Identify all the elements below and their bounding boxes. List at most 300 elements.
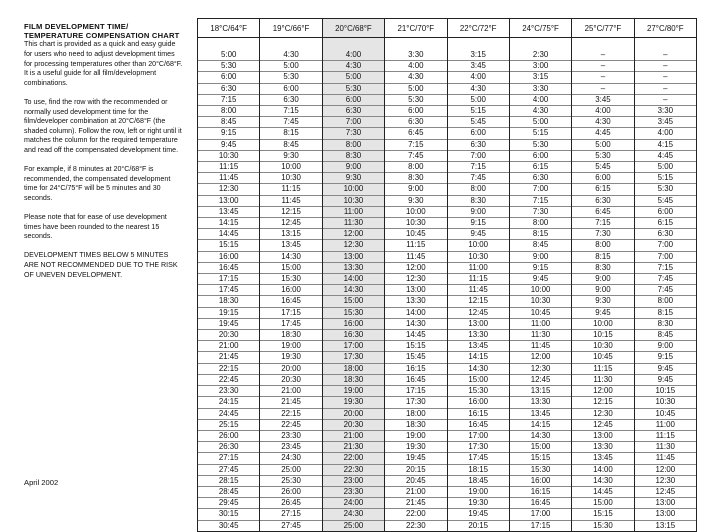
time-cell: 16:15 xyxy=(509,486,571,497)
table-row xyxy=(198,240,697,251)
table-row xyxy=(198,307,697,318)
time-cell: 12:30 xyxy=(572,408,634,419)
time-cell: 20:00 xyxy=(260,363,322,374)
time-cell: 13:00 xyxy=(634,498,696,509)
table-row xyxy=(198,83,697,94)
time-cell: 12:15 xyxy=(447,296,509,307)
time-cell: 13:45 xyxy=(198,206,260,217)
time-cell: 21:00 xyxy=(322,430,384,441)
time-cell: 9:00 xyxy=(447,206,509,217)
example-paragraph: For example, if 8 minutes at 20°C/68°F is recommended, the compensated development time for 24°C/75°F will be 5 minutes and 30 seconds. xyxy=(24,165,171,202)
time-cell: 13:00 xyxy=(634,509,696,520)
time-cell: 26:30 xyxy=(198,442,260,453)
time-cell: 18:00 xyxy=(385,408,447,419)
time-cell: 8:00 xyxy=(322,139,384,150)
time-cell: 5:00 xyxy=(509,117,571,128)
time-cell: 8:45 xyxy=(634,330,696,341)
time-cell: 6:15 xyxy=(509,162,571,173)
time-cell: 17:30 xyxy=(447,442,509,453)
time-cell: – xyxy=(634,72,696,83)
time-cell: 12:30 xyxy=(634,475,696,486)
time-cell: 8:45 xyxy=(198,117,260,128)
table-row xyxy=(198,150,697,161)
time-cell: 12:00 xyxy=(509,352,571,363)
table-row xyxy=(198,374,697,385)
time-cell: 14:30 xyxy=(260,251,322,262)
time-cell: 15:15 xyxy=(198,240,260,251)
time-cell: 4:00 xyxy=(572,106,634,117)
time-cell: 6:00 xyxy=(509,150,571,161)
time-cell: 4:00 xyxy=(509,94,571,105)
time-cell: 8:45 xyxy=(260,139,322,150)
time-cell: 10:45 xyxy=(634,408,696,419)
time-cell: 20:30 xyxy=(260,374,322,385)
time-cell: 30:15 xyxy=(198,509,260,520)
time-cell: 13:00 xyxy=(572,430,634,441)
time-cell: 13:00 xyxy=(322,251,384,262)
time-cell: 5:45 xyxy=(447,117,509,128)
time-cell: 14:00 xyxy=(572,464,634,475)
time-cell: 7:30 xyxy=(572,229,634,240)
time-cell: 8:15 xyxy=(572,251,634,262)
time-cell: 11:00 xyxy=(322,206,384,217)
time-cell: 10:00 xyxy=(322,184,384,195)
table-row xyxy=(198,195,697,206)
time-cell: 5:30 xyxy=(260,72,322,83)
time-cell: 10:30 xyxy=(634,397,696,408)
time-cell: 16:00 xyxy=(198,251,260,262)
time-cell: 9:00 xyxy=(572,274,634,285)
time-cell: 6:00 xyxy=(322,94,384,105)
time-cell: 4:30 xyxy=(322,61,384,72)
time-cell: 10:00 xyxy=(447,240,509,251)
time-cell: 22:00 xyxy=(322,453,384,464)
header-cell: 22°C/72°F xyxy=(447,19,509,38)
time-cell: 3:30 xyxy=(385,38,447,61)
time-cell: 6:30 xyxy=(634,229,696,240)
time-cell: 11:00 xyxy=(634,419,696,430)
time-cell: 14:00 xyxy=(322,274,384,285)
time-cell: 18:30 xyxy=(322,374,384,385)
time-cell: 17:30 xyxy=(322,352,384,363)
time-cell: 13:15 xyxy=(634,520,696,531)
time-cell: 20:45 xyxy=(385,475,447,486)
time-cell: 27:15 xyxy=(198,453,260,464)
time-cell: 23:45 xyxy=(260,442,322,453)
time-cell: 5:30 xyxy=(385,94,447,105)
time-cell: 16:00 xyxy=(260,285,322,296)
time-cell: 13:45 xyxy=(260,240,322,251)
time-cell: 7:15 xyxy=(509,195,571,206)
header-cell: 24°C/75°F xyxy=(509,19,571,38)
time-cell: 11:45 xyxy=(447,285,509,296)
time-cell: 28:45 xyxy=(198,486,260,497)
time-cell: 21:45 xyxy=(260,397,322,408)
time-cell: 11:00 xyxy=(509,318,571,329)
time-cell: 3:45 xyxy=(447,61,509,72)
time-cell: 29:45 xyxy=(198,498,260,509)
time-cell: 20:30 xyxy=(198,330,260,341)
time-cell: 10:00 xyxy=(572,318,634,329)
time-cell: 12:00 xyxy=(572,386,634,397)
time-cell: 10:00 xyxy=(509,285,571,296)
time-cell: 7:15 xyxy=(260,106,322,117)
time-cell: 24:30 xyxy=(260,453,322,464)
time-cell: 25:30 xyxy=(260,475,322,486)
time-cell: 6:30 xyxy=(447,139,509,150)
time-cell: 16:30 xyxy=(322,330,384,341)
time-cell: 11:15 xyxy=(198,162,260,173)
time-cell: 4:30 xyxy=(260,38,322,61)
time-cell: 13:45 xyxy=(447,341,509,352)
time-cell: 12:00 xyxy=(322,229,384,240)
time-cell: 6:45 xyxy=(572,206,634,217)
table-body xyxy=(198,38,697,532)
time-cell: 16:45 xyxy=(509,498,571,509)
time-cell: 7:00 xyxy=(509,184,571,195)
time-cell: 19:00 xyxy=(447,486,509,497)
time-cell: 15:30 xyxy=(447,386,509,397)
time-cell: 17:00 xyxy=(447,430,509,441)
time-cell: 15:00 xyxy=(260,262,322,273)
time-cell: 10:00 xyxy=(385,206,447,217)
time-cell: 12:30 xyxy=(509,363,571,374)
time-cell: 16:15 xyxy=(447,408,509,419)
time-cell: 10:30 xyxy=(572,341,634,352)
time-cell: 4:45 xyxy=(634,150,696,161)
time-cell: 15:00 xyxy=(447,374,509,385)
time-cell: 8:30 xyxy=(322,150,384,161)
time-cell: 4:30 xyxy=(385,72,447,83)
time-cell: 4:15 xyxy=(634,139,696,150)
time-cell: 17:45 xyxy=(447,453,509,464)
time-cell: 14:30 xyxy=(385,318,447,329)
table-row xyxy=(198,162,697,173)
time-cell: 8:30 xyxy=(385,173,447,184)
table-row xyxy=(198,442,697,453)
header-cell: 25°C/77°F xyxy=(572,19,634,38)
time-cell: 27:45 xyxy=(198,464,260,475)
time-cell: 7:15 xyxy=(385,139,447,150)
time-cell: 12:45 xyxy=(634,486,696,497)
time-cell: 5:00 xyxy=(634,162,696,173)
time-cell: 9:00 xyxy=(385,184,447,195)
time-cell: 10:45 xyxy=(385,229,447,240)
time-cell: 7:15 xyxy=(447,162,509,173)
time-cell: 13:00 xyxy=(447,318,509,329)
time-cell: 16:00 xyxy=(322,318,384,329)
time-cell: 17:00 xyxy=(322,341,384,352)
time-cell: 7:45 xyxy=(634,285,696,296)
time-cell: 25:00 xyxy=(260,464,322,475)
time-cell: 21:30 xyxy=(322,442,384,453)
time-cell: 11:00 xyxy=(447,262,509,273)
time-cell: 18:30 xyxy=(198,296,260,307)
time-cell: 24:00 xyxy=(322,498,384,509)
time-cell: 14:30 xyxy=(509,430,571,441)
time-cell: 21:00 xyxy=(260,386,322,397)
time-cell: 6:30 xyxy=(322,106,384,117)
time-cell: 8:00 xyxy=(509,218,571,229)
table-row xyxy=(198,184,697,195)
table-row xyxy=(198,94,697,105)
time-cell: 3:30 xyxy=(634,106,696,117)
time-cell: 23:30 xyxy=(198,386,260,397)
time-cell: 18:30 xyxy=(385,419,447,430)
time-cell: 15:30 xyxy=(572,520,634,531)
time-cell: 10:45 xyxy=(572,352,634,363)
time-cell: 9:45 xyxy=(634,363,696,374)
time-cell: 19:30 xyxy=(447,498,509,509)
time-cell: 18:30 xyxy=(260,330,322,341)
table-row xyxy=(198,106,697,117)
time-cell: 6:00 xyxy=(260,83,322,94)
time-cell: 14:45 xyxy=(385,330,447,341)
table-row xyxy=(198,262,697,273)
time-cell: 25:15 xyxy=(198,419,260,430)
time-cell: 11:45 xyxy=(509,341,571,352)
time-cell: 17:15 xyxy=(509,520,571,531)
time-cell: 19:45 xyxy=(385,453,447,464)
time-cell: 26:45 xyxy=(260,498,322,509)
time-cell: 10:30 xyxy=(198,150,260,161)
time-cell: 16:00 xyxy=(447,397,509,408)
time-cell: 6:15 xyxy=(634,218,696,229)
time-cell: – xyxy=(572,83,634,94)
time-cell: 19:00 xyxy=(322,386,384,397)
time-cell: 5:30 xyxy=(634,184,696,195)
time-cell: 8:30 xyxy=(447,195,509,206)
table-row xyxy=(198,498,697,509)
time-cell: 7:45 xyxy=(260,117,322,128)
time-cell: 3:00 xyxy=(509,61,571,72)
time-cell: 12:00 xyxy=(385,262,447,273)
time-cell: 9:15 xyxy=(634,352,696,363)
time-cell: 3:45 xyxy=(634,117,696,128)
time-cell: 19:15 xyxy=(198,307,260,318)
time-cell: 5:00 xyxy=(260,61,322,72)
time-cell: 5:15 xyxy=(634,173,696,184)
usage-paragraph: To use, find the row with the recommended or normally used development time for the film/developer combination at 20°C/68°F (the shaded column). Follow the row, left or right until it matches the column for the required temperature and read off the compensated development time. xyxy=(24,97,182,154)
time-cell: 11:45 xyxy=(260,195,322,206)
time-cell: 16:45 xyxy=(260,296,322,307)
time-cell: 20:30 xyxy=(322,419,384,430)
table-row xyxy=(198,464,697,475)
time-cell: 9:15 xyxy=(198,128,260,139)
time-cell: 12:00 xyxy=(634,464,696,475)
time-cell: 15:30 xyxy=(509,464,571,475)
time-cell: 7:45 xyxy=(385,150,447,161)
instructions-panel xyxy=(24,22,184,290)
time-cell: – xyxy=(634,83,696,94)
time-cell: 17:30 xyxy=(385,397,447,408)
table-row xyxy=(198,509,697,520)
time-cell: 12:30 xyxy=(198,184,260,195)
time-cell: 22:30 xyxy=(385,520,447,531)
time-cell: 18:15 xyxy=(447,464,509,475)
time-cell: 16:45 xyxy=(198,262,260,273)
time-cell: 7:45 xyxy=(634,274,696,285)
table-row xyxy=(198,206,697,217)
time-cell: 10:45 xyxy=(509,307,571,318)
time-cell: 7:00 xyxy=(447,150,509,161)
time-cell: 14:15 xyxy=(447,352,509,363)
header-cell: 20°C/68°F xyxy=(322,19,384,38)
time-cell: 24:15 xyxy=(198,397,260,408)
time-cell: 13:30 xyxy=(322,262,384,273)
header-row xyxy=(198,19,697,38)
time-cell: 9:30 xyxy=(572,296,634,307)
time-cell: 6:15 xyxy=(572,184,634,195)
table-row xyxy=(198,475,697,486)
time-cell: 6:00 xyxy=(634,206,696,217)
table-row xyxy=(198,61,697,72)
time-cell: 19:45 xyxy=(198,318,260,329)
time-cell: 12:30 xyxy=(385,274,447,285)
time-cell: 22:15 xyxy=(198,363,260,374)
time-cell: 26:00 xyxy=(260,486,322,497)
time-cell: 9:00 xyxy=(322,162,384,173)
time-cell: 7:15 xyxy=(634,262,696,273)
time-cell: 5:00 xyxy=(572,139,634,150)
table-row xyxy=(198,274,697,285)
time-cell: 11:30 xyxy=(572,374,634,385)
time-cell: 5:15 xyxy=(447,106,509,117)
footer-date: April 2002 xyxy=(24,478,59,487)
time-cell: 3:15 xyxy=(509,72,571,83)
time-cell: 11:15 xyxy=(385,240,447,251)
time-cell: 14:30 xyxy=(447,363,509,374)
time-cell: 11:15 xyxy=(260,184,322,195)
time-cell: 7:15 xyxy=(198,94,260,105)
table-row xyxy=(198,173,697,184)
table-row xyxy=(198,386,697,397)
table-row xyxy=(198,72,697,83)
time-cell: 13:30 xyxy=(385,296,447,307)
time-cell: 13:15 xyxy=(260,229,322,240)
time-cell: 18:45 xyxy=(447,475,509,486)
time-cell: 9:45 xyxy=(572,307,634,318)
time-cell: 11:45 xyxy=(385,251,447,262)
time-cell: 18:00 xyxy=(322,363,384,374)
time-cell: 4:30 xyxy=(509,106,571,117)
time-cell: 5:15 xyxy=(509,128,571,139)
time-cell: 16:15 xyxy=(385,363,447,374)
time-cell: 5:45 xyxy=(634,195,696,206)
time-cell: 17:15 xyxy=(385,386,447,397)
time-cell: 12:45 xyxy=(509,374,571,385)
time-cell: 15:15 xyxy=(385,341,447,352)
time-cell: 27:15 xyxy=(260,509,322,520)
warning-paragraph: DEVELOPMENT TIMES BELOW 5 MINUTES ARE NOT RECOMMENDED DUE TO THE RISK OF UNEVEN DEVELOPMENT. xyxy=(24,251,178,279)
time-cell: 6:30 xyxy=(385,117,447,128)
time-cell: 9:15 xyxy=(509,262,571,273)
time-cell: 7:45 xyxy=(447,173,509,184)
time-cell: 9:45 xyxy=(634,374,696,385)
header-cell: 27°C/80°F xyxy=(634,19,696,38)
table-row xyxy=(198,330,697,341)
table-row xyxy=(198,318,697,329)
time-cell: 6:00 xyxy=(572,173,634,184)
time-cell: 9:30 xyxy=(322,173,384,184)
time-cell: 8:00 xyxy=(572,240,634,251)
time-cell: 19:45 xyxy=(447,509,509,520)
header-cell: 18°C/64°F xyxy=(198,19,260,38)
time-cell: – xyxy=(572,72,634,83)
time-cell: 28:15 xyxy=(198,475,260,486)
time-cell: 12:15 xyxy=(260,206,322,217)
time-cell: 5:00 xyxy=(322,72,384,83)
time-cell: 4:30 xyxy=(572,117,634,128)
time-cell: 19:30 xyxy=(385,442,447,453)
table-row xyxy=(198,341,697,352)
header-cell: 19°C/66°F xyxy=(260,19,322,38)
time-cell: 20:15 xyxy=(447,520,509,531)
time-cell: 22:30 xyxy=(322,464,384,475)
time-cell: 6:30 xyxy=(572,195,634,206)
header-cell: 21°C/70°F xyxy=(385,19,447,38)
time-cell: 13:00 xyxy=(198,195,260,206)
table-row xyxy=(198,218,697,229)
time-cell: 19:30 xyxy=(260,352,322,363)
time-cell: 5:45 xyxy=(572,162,634,173)
time-cell: 19:00 xyxy=(385,430,447,441)
table-row xyxy=(198,251,697,262)
time-cell: 8:00 xyxy=(634,296,696,307)
time-cell: 5:00 xyxy=(385,83,447,94)
time-cell: 4:45 xyxy=(572,128,634,139)
time-cell: 12:15 xyxy=(572,397,634,408)
time-cell: 11:30 xyxy=(634,442,696,453)
time-cell: 8:00 xyxy=(198,106,260,117)
time-cell: 14:45 xyxy=(572,486,634,497)
time-cell: 6:00 xyxy=(198,72,260,83)
time-cell: 9:00 xyxy=(509,251,571,262)
time-cell: 6:30 xyxy=(198,83,260,94)
compensation-table xyxy=(197,18,697,532)
time-cell: 16:45 xyxy=(447,419,509,430)
time-cell: 5:00 xyxy=(447,94,509,105)
time-cell: 15:30 xyxy=(260,274,322,285)
time-cell: 9:00 xyxy=(634,341,696,352)
time-cell: 6:30 xyxy=(509,173,571,184)
table-row xyxy=(198,139,697,150)
time-cell: 14:15 xyxy=(509,419,571,430)
time-cell: 6:30 xyxy=(260,94,322,105)
time-cell: 8:00 xyxy=(447,184,509,195)
time-cell: 13:00 xyxy=(385,285,447,296)
table-row xyxy=(198,408,697,419)
time-cell: 20:15 xyxy=(385,464,447,475)
time-cell: 24:45 xyxy=(198,408,260,419)
time-cell: 13:15 xyxy=(509,386,571,397)
time-cell: 17:15 xyxy=(198,274,260,285)
time-cell: 13:30 xyxy=(509,397,571,408)
intro-paragraph: This chart is provided as a quick and easy guide for users who need to adjust development times for processing temperatures other than 20°C/68°F. It is a useful guide for all film/development combinations. xyxy=(24,40,183,87)
time-cell: 11:30 xyxy=(322,218,384,229)
time-cell: 22:45 xyxy=(260,419,322,430)
time-cell: 19:00 xyxy=(260,341,322,352)
time-cell: 15:15 xyxy=(509,453,571,464)
time-cell: 7:15 xyxy=(572,218,634,229)
table-row xyxy=(198,397,697,408)
time-cell: 5:30 xyxy=(509,139,571,150)
time-cell: 16:45 xyxy=(385,374,447,385)
time-cell: 30:45 xyxy=(198,520,260,531)
time-cell: 23:30 xyxy=(322,486,384,497)
time-cell: 11:30 xyxy=(509,330,571,341)
time-cell: 10:30 xyxy=(509,296,571,307)
